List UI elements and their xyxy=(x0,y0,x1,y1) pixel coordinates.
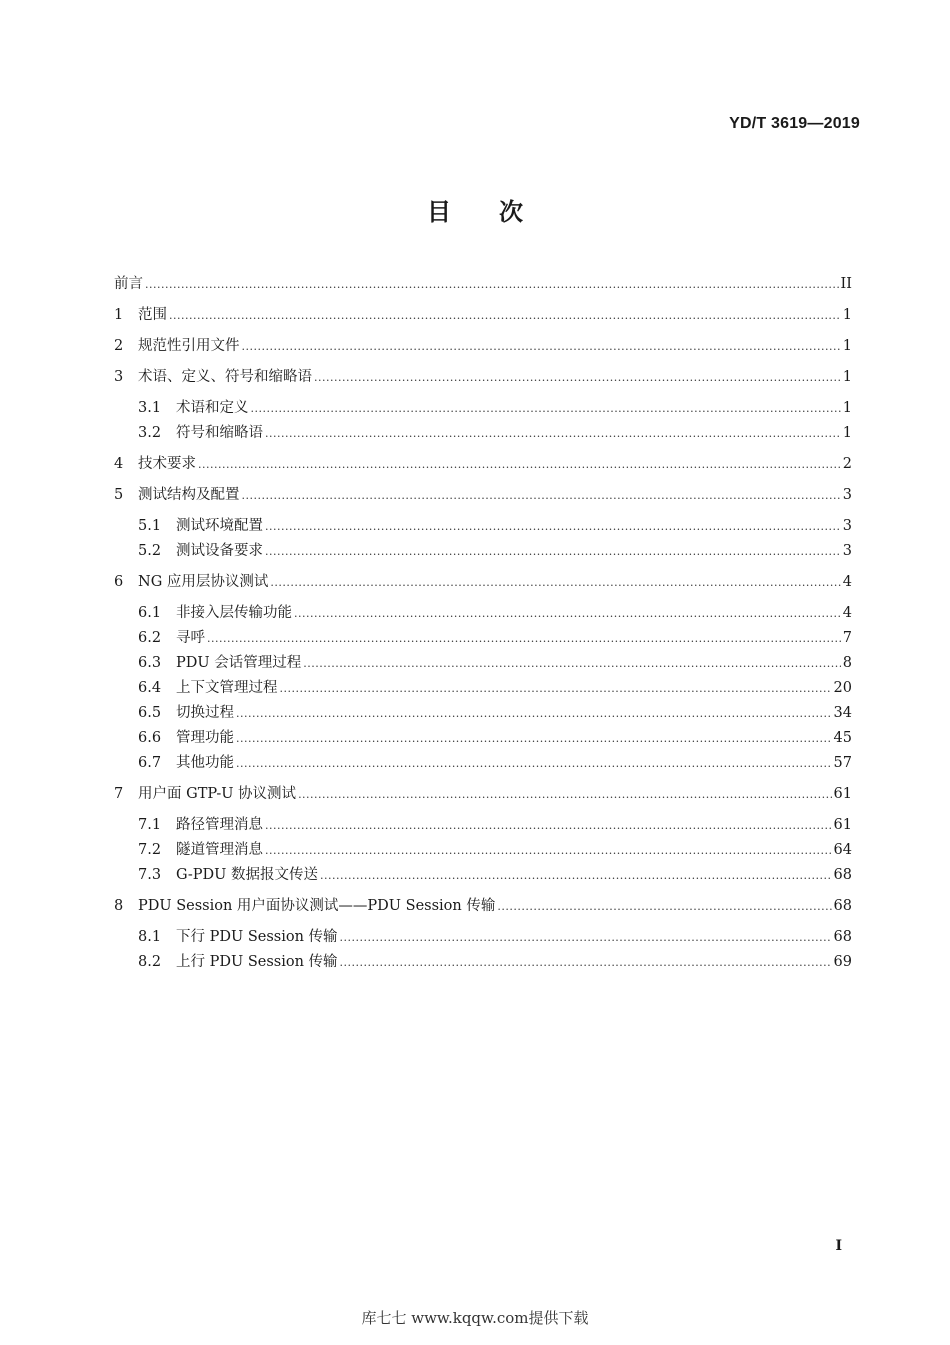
toc-entry-5-2[interactable] xyxy=(138,539,852,561)
toc-page-number: 3 xyxy=(842,543,852,559)
toc-entry-number: 5.2 xyxy=(138,543,162,559)
page-title-part1: 目 xyxy=(427,198,451,226)
toc-entry-label: 用户面 GTP-U 协议测试 xyxy=(138,786,297,802)
toc-entry-6-2[interactable] xyxy=(138,626,852,648)
toc-entry-number: 7.1 xyxy=(138,817,162,833)
toc-dot-leader xyxy=(265,518,841,536)
toc-entry-number: 5 xyxy=(114,487,124,503)
toc-entry-number: 6.1 xyxy=(138,605,162,621)
toc-dot-leader xyxy=(340,929,832,947)
toc-entry-label: 测试设备要求 xyxy=(176,543,263,559)
toc-entry-6-3[interactable] xyxy=(138,651,852,673)
toc-dot-leader xyxy=(145,276,839,294)
toc-page-number: 7 xyxy=(842,630,852,646)
toc-entry-8[interactable] xyxy=(114,894,852,916)
page-number: I xyxy=(835,1238,842,1254)
toc-dot-leader xyxy=(294,605,841,623)
toc-page-number: 68 xyxy=(833,867,852,883)
download-watermark: 库七七 www.kqqw.com提供下载 xyxy=(361,1309,589,1327)
document-code: YD/T 3619—2019 xyxy=(729,115,860,132)
toc-entry-3-1[interactable] xyxy=(138,396,852,418)
toc-entry-7-1[interactable] xyxy=(138,813,852,835)
toc-page-number: 64 xyxy=(833,842,852,858)
toc-entry-7[interactable] xyxy=(114,782,852,804)
toc-entry-number: 4 xyxy=(114,456,124,472)
toc-entry-7-2[interactable] xyxy=(138,838,852,860)
toc-entry-2[interactable] xyxy=(114,334,852,356)
toc-entry-number: 8.1 xyxy=(138,929,162,945)
toc-entry-6-7[interactable] xyxy=(138,751,852,773)
toc-entry-number: 6.3 xyxy=(138,655,162,671)
page-title-part2: 次 xyxy=(499,198,523,226)
toc-entry-number: 5.1 xyxy=(138,518,162,534)
toc-page-number: 61 xyxy=(833,786,852,802)
toc-entry-6[interactable] xyxy=(114,570,852,592)
toc-page-number: 69 xyxy=(833,954,852,970)
toc-dot-leader xyxy=(298,786,831,804)
toc-entry-label: 术语和定义 xyxy=(176,400,249,416)
toc-page-number: 34 xyxy=(833,705,852,721)
toc-page-number: II xyxy=(840,276,852,292)
toc-entry-label: 下行 PDU Session 传输 xyxy=(176,929,338,945)
toc-entry-number: 3 xyxy=(114,369,124,385)
toc-entry-6-4[interactable] xyxy=(138,676,852,698)
toc-page-number: 4 xyxy=(842,605,852,621)
toc-page-number: 1 xyxy=(842,400,852,416)
toc-entry-label: PDU 会话管理过程 xyxy=(176,655,302,671)
toc-page-number: 68 xyxy=(833,898,852,914)
toc-dot-leader xyxy=(265,817,832,835)
toc-entry-label: 上行 PDU Session 传输 xyxy=(176,954,338,970)
toc-entry-label: 上下文管理过程 xyxy=(176,680,278,696)
toc-entry-label: 范围 xyxy=(138,307,167,323)
toc-entry-6-5[interactable] xyxy=(138,701,852,723)
toc-dot-leader xyxy=(265,842,832,860)
toc-entry-label: 隧道管理消息 xyxy=(176,842,263,858)
toc-page-number: 68 xyxy=(833,929,852,945)
toc-entry-8-1[interactable] xyxy=(138,925,852,947)
toc-entry-label: 管理功能 xyxy=(176,730,234,746)
toc-entry-label: G-PDU 数据报文传送 xyxy=(176,867,318,883)
toc-entry-label: 测试结构及配置 xyxy=(138,487,240,503)
toc-entry-label: PDU Session 用户面协议测试——PDU Session 传输 xyxy=(138,898,496,914)
toc-entry-3-2[interactable] xyxy=(138,421,852,443)
toc-dot-leader xyxy=(236,730,832,748)
toc-dot-leader xyxy=(280,680,832,698)
toc-entry-number: 6.4 xyxy=(138,680,162,696)
toc-page-number: 1 xyxy=(842,369,852,385)
toc-entry-3[interactable] xyxy=(114,365,852,387)
toc-page-number: 57 xyxy=(833,755,852,771)
toc-page-number: 3 xyxy=(842,487,852,503)
toc-page-number: 2 xyxy=(842,456,852,472)
toc-entry-number: 6.5 xyxy=(138,705,162,721)
toc-dot-leader xyxy=(207,630,841,648)
toc-dot-leader xyxy=(320,867,832,885)
toc-entry-label: 术语、定义、符号和缩略语 xyxy=(138,369,312,385)
toc-entry-label: 其他功能 xyxy=(176,755,234,771)
toc-entry-label: 符号和缩略语 xyxy=(176,425,263,441)
toc-entry-number: 7 xyxy=(114,786,124,802)
toc-entry-7-3[interactable] xyxy=(138,863,852,885)
toc-page-number: 8 xyxy=(842,655,852,671)
toc-page-number: 1 xyxy=(842,425,852,441)
toc-dot-leader xyxy=(236,755,832,773)
toc-entry-number: 6.6 xyxy=(138,730,162,746)
toc-dot-leader xyxy=(242,487,841,505)
toc-dot-leader xyxy=(270,574,840,592)
toc-dot-leader xyxy=(314,369,841,387)
toc-entry-number: 7.3 xyxy=(138,867,162,883)
toc-entry-number: 8.2 xyxy=(138,954,162,970)
toc-entry-label: 切换过程 xyxy=(176,705,234,721)
toc-entry-number: 1 xyxy=(114,307,124,323)
toc-entry-5[interactable] xyxy=(114,483,852,505)
toc-entry-label: 技术要求 xyxy=(138,456,196,472)
toc-entry-label: 测试环境配置 xyxy=(176,518,263,534)
toc-entry-4[interactable] xyxy=(114,452,852,474)
toc-entry-number: 7.2 xyxy=(138,842,162,858)
toc-entry-foreword[interactable] xyxy=(114,272,852,294)
toc-entry-1[interactable] xyxy=(114,303,852,325)
toc-entry-label: 路径管理消息 xyxy=(176,817,263,833)
toc-entry-number: 8 xyxy=(114,898,124,914)
toc-entry-6-6[interactable] xyxy=(138,726,852,748)
toc-dot-leader xyxy=(265,543,841,561)
toc-entry-5-1[interactable] xyxy=(138,514,852,536)
toc-entry-8-2[interactable] xyxy=(138,950,852,972)
toc-page-number: 1 xyxy=(842,338,852,354)
toc-entry-number: 6.7 xyxy=(138,755,162,771)
toc-entry-number: 6 xyxy=(114,574,124,590)
toc-page-number: 61 xyxy=(833,817,852,833)
toc-dot-leader xyxy=(242,338,841,356)
toc-page-number: 1 xyxy=(842,307,852,323)
toc-dot-leader xyxy=(251,400,841,418)
toc-dot-leader xyxy=(303,655,841,673)
toc-entry-label: 寻呼 xyxy=(176,630,205,646)
toc-page-number: 20 xyxy=(833,680,852,696)
toc-entry-label: 非接入层传输功能 xyxy=(176,605,292,621)
toc-dot-leader xyxy=(340,954,832,972)
toc-entry-number: 3.2 xyxy=(138,425,162,441)
toc-page-number: 4 xyxy=(842,574,852,590)
toc-page-number: 3 xyxy=(842,518,852,534)
toc-entry-number: 6.2 xyxy=(138,630,162,646)
toc-dot-leader xyxy=(497,898,831,916)
toc-page-number: 45 xyxy=(833,730,852,746)
toc-entry-number: 2 xyxy=(114,338,124,354)
toc-dot-leader xyxy=(236,705,832,723)
toc-dot-leader xyxy=(198,456,841,474)
toc-entry-label: 规范性引用文件 xyxy=(138,338,240,354)
toc-entry-number: 3.1 xyxy=(138,400,162,416)
toc-entry-6-1[interactable] xyxy=(138,601,852,623)
toc-entry-label: NG 应用层协议测试 xyxy=(138,574,269,590)
toc-dot-leader xyxy=(265,425,841,443)
toc-dot-leader xyxy=(169,307,841,325)
toc-entry-label: 前言 xyxy=(114,276,143,292)
